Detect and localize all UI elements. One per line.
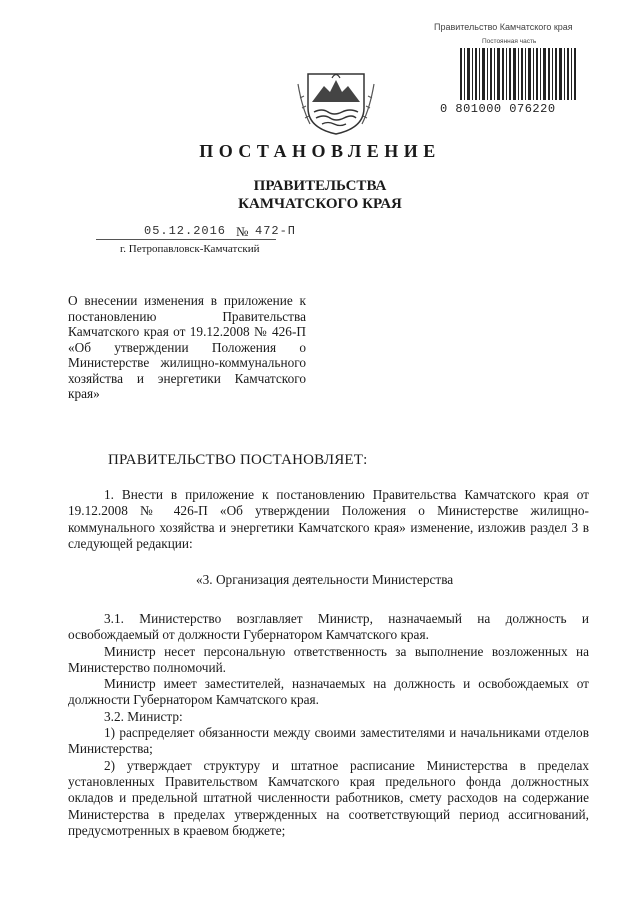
paragraph-3-1-b: Министр несет персональную ответственность за выполнение возложенных на Министерство полномочий. bbox=[68, 643, 589, 675]
number-sign: № bbox=[236, 224, 249, 239]
paragraph-3-1-c: Министр имеет заместителей, назначаемых на должность и освобождаемых от должности Губернатором Камчатского края. bbox=[68, 676, 589, 708]
section-heading: «3. Организация деятельности Министерства bbox=[196, 572, 454, 587]
stamp-sublabel: Постоянная часть bbox=[482, 38, 537, 45]
list-item-2: 2) утверждает структуру и штатное расписание Министерства в пределах установленных Правительством Камчатского края предельного фонда должностных окладов и предельной штатной численности работников, смету расходов на содержание Министерства в пределах утвержденных на соответствующий период ассигнований, предусмотренных в краевом бюджете; bbox=[68, 757, 589, 838]
stamp-code: 0 801000 076220 bbox=[440, 102, 556, 116]
issuer-line-1: ПРАВИТЕЛЬСТВА bbox=[253, 178, 387, 194]
stamp-organization: Правительство Камчатского края bbox=[434, 22, 573, 32]
document-number: 472-П bbox=[255, 224, 297, 238]
document-type-title: ПОСТАНОВЛЕНИЕ bbox=[199, 141, 441, 161]
date-underline bbox=[96, 239, 276, 240]
list-item-1: 1) распределяет обязанности между своими заместителями и начальниками отделов Министерства; bbox=[68, 725, 589, 757]
kamchatka-coat-of-arms-icon bbox=[294, 68, 378, 136]
document-subject: О внесении изменения в приложение к постановлению Правительства Камчатского края от 19.12.2008 № 426-П «Об утверждении Положения о Министерстве жилищно-коммунального хозяйства и энергетики Камчатского края» bbox=[68, 293, 306, 401]
issuer-line-2: КАМЧАТСКОГО КРАЯ bbox=[238, 196, 402, 212]
registration-stamp bbox=[434, 22, 594, 116]
barcode-icon bbox=[460, 48, 576, 106]
decree-heading: ПРАВИТЕЛЬСТВО ПОСТАНОВЛЯЕТ: bbox=[108, 452, 368, 468]
document-date: 05.12.2016 bbox=[144, 224, 227, 238]
body-paragraph-1 bbox=[68, 487, 589, 552]
issue-city: г. Петропавловск-Камчатский bbox=[120, 243, 260, 255]
paragraph-3-1: 3.1. Министерство возглавляет Министр, назначаемый на должность и освобождаемый от должности Губернатором Камчатского края. bbox=[68, 611, 589, 643]
paragraph-text: 1. Внести в приложение к постановлению Правительства Камчатского края от 19.12.2008 № 426-П «Об утверждении Положения о Министерстве жилищно-коммунального хозяйства и энергетики Камчатского края» изменение, изложив раздел 3 в следующей редакции: bbox=[68, 487, 589, 551]
paragraph-3-2: 3.2. Министр: bbox=[104, 708, 183, 724]
body-section-3 bbox=[68, 611, 589, 839]
